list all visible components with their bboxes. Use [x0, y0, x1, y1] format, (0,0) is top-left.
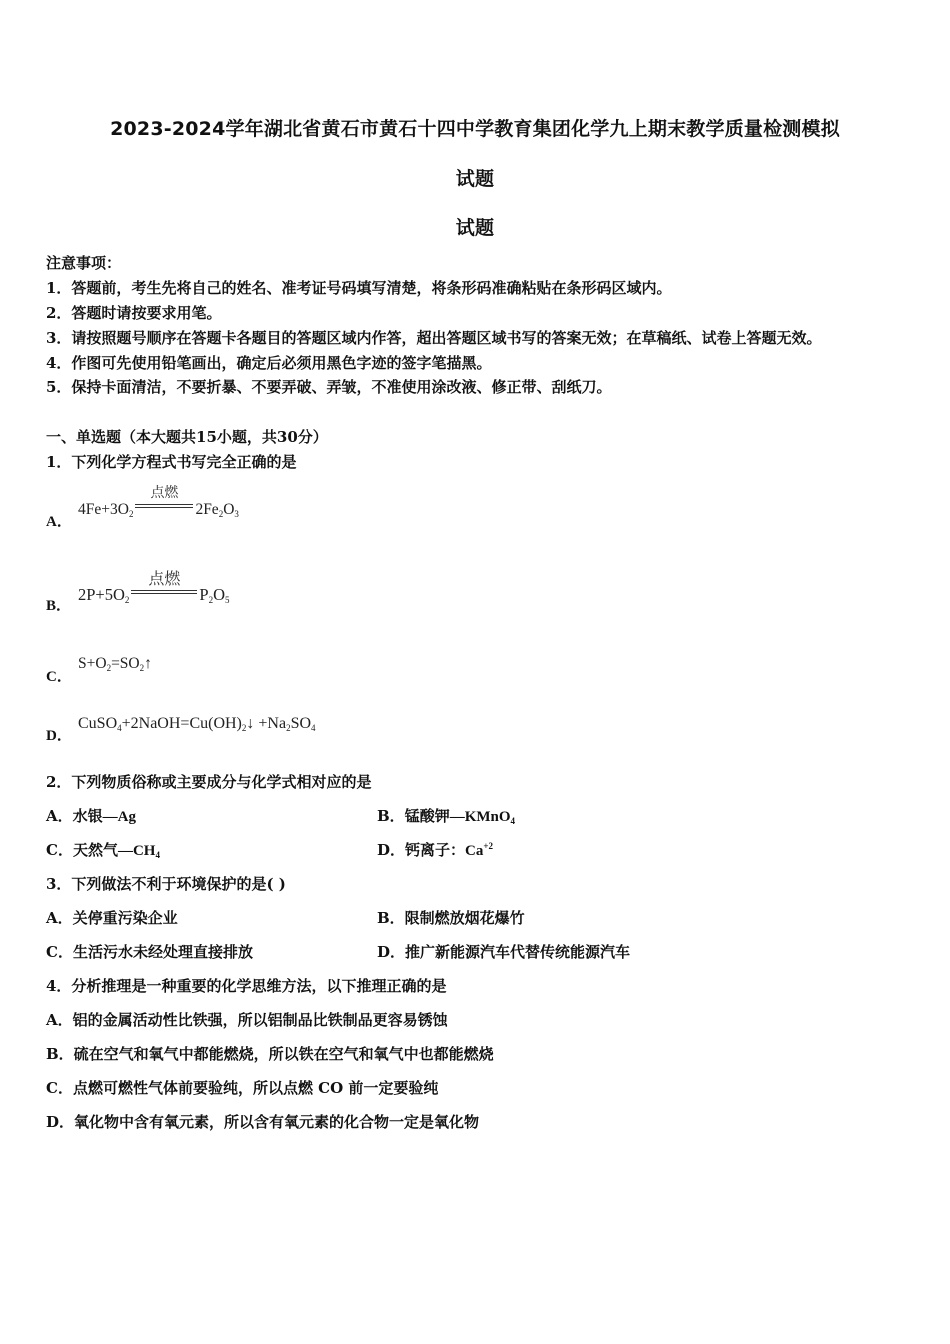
q4-option-b: B．硫在空气和氧气中都能燃烧，所以铁在空气和氧气中也都能燃烧	[46, 1045, 494, 1063]
q4-option-c: C．点燃可燃性气体前要验纯，所以点燃 CO 前一定要验纯	[46, 1079, 439, 1097]
notes-item: 4．作图可先使用铅笔画出，确定后必须用黑色字迹的签字笔描黑。	[46, 354, 492, 372]
question-1-stem: 1．下列化学方程式书写完全正确的是	[46, 453, 297, 471]
notes-item: 2．答题时请按要求用笔。	[46, 304, 222, 322]
document-title-cont: 试题	[455, 168, 495, 190]
document-title: 2023-2024学年湖北省黄石市黄石十四中学教育集团化学九上期末教学质量检测模拟	[110, 118, 840, 140]
q2-option-d: D．钙离子：$Ca^{+2}$	[377, 841, 493, 859]
question-4-stem: 4．分析推理是一种重要的化学思维方法，以下推理正确的是	[46, 977, 447, 995]
notes-item: 5．保持卡面清洁，不要折暴、不要弄破、弄皱，不准使用涂改液、修正带、刮纸刀。	[46, 378, 612, 396]
q1-option-a	[46, 510, 72, 531]
option-label: D．	[46, 728, 72, 744]
option-label: B．	[46, 598, 72, 614]
q1-option-d	[46, 724, 72, 745]
q2-option-a: A．水银—Ag	[46, 807, 136, 825]
q2-option-c: C．天然气$—CH_4$	[46, 841, 160, 860]
q1-option-c-equation: $S+O_2=SO_2↑$	[78, 655, 152, 673]
option-label: C．	[46, 669, 72, 685]
q4-option-d: D．氧化物中含有氧元素，所以含有氧元素的化合物一定是氧化物	[46, 1113, 480, 1131]
reaction-arrow: 点燃	[135, 499, 193, 513]
document-subtitle: 试题	[455, 217, 495, 239]
q3-option-c: C．生活污水未经处理直接排放	[46, 943, 253, 961]
q3-option-d: D．推广新能源汽车代替传统能源汽车	[377, 943, 631, 961]
q1-option-b-equation: $2P+5O_2$ 点燃 $P_2O_5$	[78, 569, 230, 605]
reaction-arrow: 点燃	[131, 585, 197, 599]
q1-option-b	[46, 594, 71, 615]
notes-item: 1．答题前，考生先将自己的姓名、准考证号码填写清楚，将条形码准确粘贴在条形码区域内。	[46, 279, 672, 297]
q2-option-b: B．锰酸钾—KMnO$_4$	[377, 807, 516, 826]
q1-option-c	[46, 665, 72, 686]
q3-option-a: A．关停重污染企业	[46, 909, 178, 927]
q1-option-d-equation: $CuSO_4+2NaOH=Cu(OH)_2↓ +Na_2SO_4$	[78, 715, 316, 733]
q4-option-a: A．铝的金属活动性比铁强，所以铝制品比铁制品更容易锈蚀	[46, 1011, 448, 1029]
notes-heading: 注意事项：	[46, 254, 122, 272]
section-heading: 一、单选题（本大题共15小题，共30分）	[46, 428, 328, 446]
option-label: A．	[46, 514, 72, 530]
notes-item: 3．请按照题号顺序在答题卡各题目的答题区域内作答，超出答题区域书写的答案无效；在草稿纸、试卷上答题无效。	[46, 329, 822, 347]
q1-option-a-equation: $4Fe+3O_2$ 点燃 $2Fe_2O_3$	[78, 485, 239, 519]
question-2-stem: 2．下列物质俗称或主要成分与化学式相对应的是	[46, 773, 372, 791]
q3-option-b: B．限制燃放烟花爆竹	[377, 909, 525, 927]
question-3-stem: 3．下列做法不利于环境保护的是( )	[46, 875, 286, 893]
